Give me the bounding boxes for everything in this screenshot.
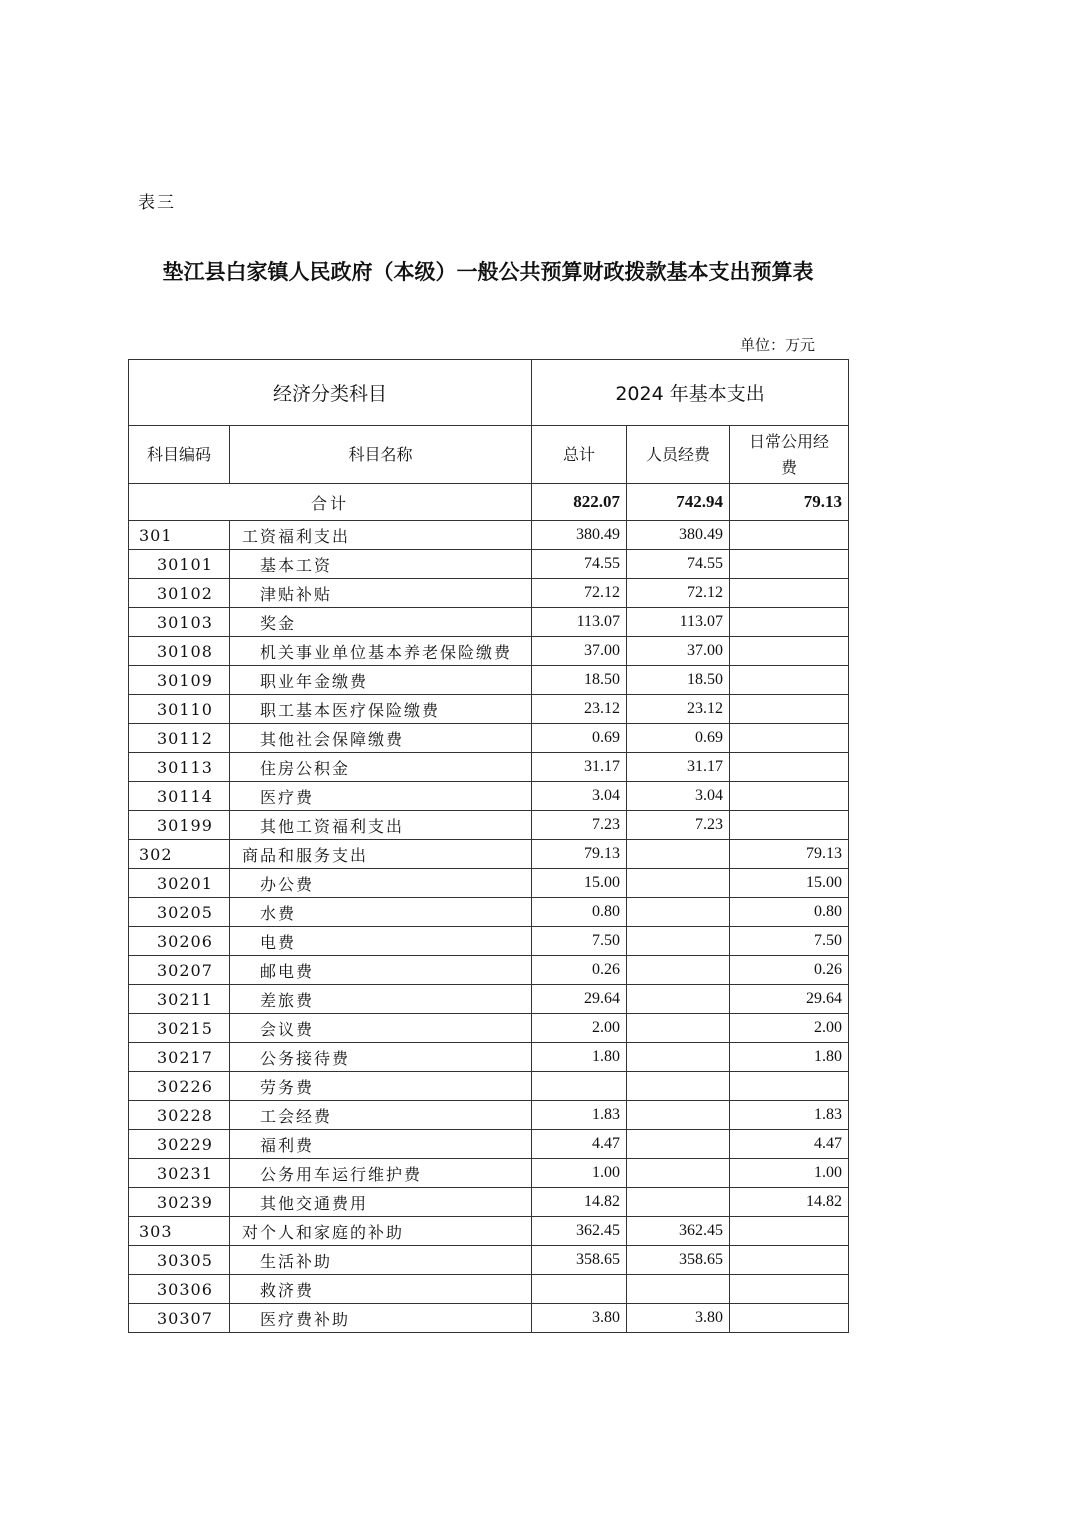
row-personnel <box>627 1014 730 1043</box>
totals-total: 822.07 <box>532 484 627 521</box>
row-total: 23.12 <box>532 695 627 724</box>
row-name: 职工基本医疗保险缴费 <box>230 695 532 724</box>
row-total: 3.80 <box>532 1304 627 1333</box>
row-name: 差旅费 <box>230 985 532 1014</box>
row-personnel <box>627 1101 730 1130</box>
header-basic-expenditure: 2024 年基本支出 <box>532 360 849 426</box>
row-code: 30217 <box>129 1043 230 1072</box>
row-public: 1.00 <box>730 1159 849 1188</box>
row-public: 1.83 <box>730 1101 849 1130</box>
table-row <box>129 869 849 898</box>
row-code: 30199 <box>129 811 230 840</box>
row-public: 0.80 <box>730 898 849 927</box>
row-name: 公务用车运行维护费 <box>230 1159 532 1188</box>
row-code: 30305 <box>129 1246 230 1275</box>
totals-public: 79.13 <box>730 484 849 521</box>
header-economic-classification: 经济分类科目 <box>129 360 532 426</box>
row-code: 30110 <box>129 695 230 724</box>
row-code: 30109 <box>129 666 230 695</box>
table-row <box>129 521 849 550</box>
row-name: 电费 <box>230 927 532 956</box>
row-name: 住房公积金 <box>230 753 532 782</box>
row-total: 358.65 <box>532 1246 627 1275</box>
row-public <box>730 724 849 753</box>
table-row <box>129 898 849 927</box>
row-public <box>730 753 849 782</box>
row-personnel <box>627 1159 730 1188</box>
table-row <box>129 1159 849 1188</box>
row-total: 37.00 <box>532 637 627 666</box>
header-code: 科目编码 <box>129 426 230 484</box>
row-total <box>532 1275 627 1304</box>
table-row <box>129 1217 849 1246</box>
row-public: 2.00 <box>730 1014 849 1043</box>
row-total: 1.80 <box>532 1043 627 1072</box>
row-personnel: 72.12 <box>627 579 730 608</box>
table-row <box>129 811 849 840</box>
row-public <box>730 695 849 724</box>
row-code: 30226 <box>129 1072 230 1101</box>
table-row <box>129 608 849 637</box>
row-personnel: 37.00 <box>627 637 730 666</box>
row-code: 30307 <box>129 1304 230 1333</box>
row-total: 14.82 <box>532 1188 627 1217</box>
table-row <box>129 1130 849 1159</box>
table-row <box>129 637 849 666</box>
row-name: 救济费 <box>230 1275 532 1304</box>
row-public: 79.13 <box>730 840 849 869</box>
row-total: 15.00 <box>532 869 627 898</box>
row-personnel: 23.12 <box>627 695 730 724</box>
row-code: 30229 <box>129 1130 230 1159</box>
header-public: 日常公用经费 <box>730 426 849 484</box>
document-title: 垫江县白家镇人民政府（本级）一般公共预算财政拨款基本支出预算表 <box>162 259 814 284</box>
row-total: 3.04 <box>532 782 627 811</box>
row-name: 津贴补贴 <box>230 579 532 608</box>
row-code: 30102 <box>129 579 230 608</box>
totals-label: 合计 <box>129 484 532 521</box>
row-name: 劳务费 <box>230 1072 532 1101</box>
row-public: 15.00 <box>730 869 849 898</box>
row-personnel: 74.55 <box>627 550 730 579</box>
row-name: 职业年金缴费 <box>230 666 532 695</box>
table-label: 表三 <box>138 193 176 213</box>
row-name: 办公费 <box>230 869 532 898</box>
row-public: 1.80 <box>730 1043 849 1072</box>
row-name: 其他社会保障缴费 <box>230 724 532 753</box>
row-public <box>730 550 849 579</box>
row-public <box>730 1304 849 1333</box>
row-personnel <box>627 1275 730 1304</box>
row-total: 7.50 <box>532 927 627 956</box>
row-name: 机关事业单位基本养老保险缴费 <box>230 637 532 666</box>
row-total: 18.50 <box>532 666 627 695</box>
row-public: 7.50 <box>730 927 849 956</box>
row-name: 对个人和家庭的补助 <box>230 1217 532 1246</box>
row-public <box>730 637 849 666</box>
row-public <box>730 1072 849 1101</box>
row-public: 4.47 <box>730 1130 849 1159</box>
row-name: 公务接待费 <box>230 1043 532 1072</box>
row-public <box>730 608 849 637</box>
table-row <box>129 1043 849 1072</box>
row-total: 0.26 <box>532 956 627 985</box>
row-code: 302 <box>129 840 230 869</box>
unit-note: 单位：万元 <box>740 336 816 354</box>
header-personnel: 人员经费 <box>627 426 730 484</box>
row-personnel <box>627 956 730 985</box>
row-name: 奖金 <box>230 608 532 637</box>
row-total: 113.07 <box>532 608 627 637</box>
table-row <box>129 956 849 985</box>
row-total: 1.83 <box>532 1101 627 1130</box>
row-personnel <box>627 1130 730 1159</box>
row-name: 工资福利支出 <box>230 521 532 550</box>
row-total: 7.23 <box>532 811 627 840</box>
row-personnel: 18.50 <box>627 666 730 695</box>
budget-table <box>128 359 849 1333</box>
row-public <box>730 1275 849 1304</box>
row-total: 79.13 <box>532 840 627 869</box>
row-personnel <box>627 840 730 869</box>
row-personnel: 3.80 <box>627 1304 730 1333</box>
row-code: 30215 <box>129 1014 230 1043</box>
row-total: 0.80 <box>532 898 627 927</box>
table-row <box>129 1014 849 1043</box>
row-personnel <box>627 898 730 927</box>
header-group-row <box>129 360 849 426</box>
row-public <box>730 1246 849 1275</box>
row-public <box>730 1217 849 1246</box>
row-public <box>730 521 849 550</box>
row-total <box>532 1072 627 1101</box>
row-code: 30231 <box>129 1159 230 1188</box>
table-row <box>129 1072 849 1101</box>
row-total: 74.55 <box>532 550 627 579</box>
row-name: 福利费 <box>230 1130 532 1159</box>
table-row <box>129 840 849 869</box>
row-name: 其他工资福利支出 <box>230 811 532 840</box>
table-row <box>129 724 849 753</box>
row-personnel: 7.23 <box>627 811 730 840</box>
row-name: 水费 <box>230 898 532 927</box>
table-row <box>129 666 849 695</box>
row-code: 30211 <box>129 985 230 1014</box>
row-code: 30101 <box>129 550 230 579</box>
row-personnel <box>627 985 730 1014</box>
table-row <box>129 579 849 608</box>
table-row <box>129 1246 849 1275</box>
totals-row <box>129 484 849 521</box>
row-public <box>730 666 849 695</box>
row-public: 29.64 <box>730 985 849 1014</box>
row-total: 29.64 <box>532 985 627 1014</box>
totals-personnel: 742.94 <box>627 484 730 521</box>
row-public <box>730 811 849 840</box>
row-total: 380.49 <box>532 521 627 550</box>
table-row <box>129 985 849 1014</box>
row-public <box>730 782 849 811</box>
table-row <box>129 782 849 811</box>
row-code: 30239 <box>129 1188 230 1217</box>
row-code: 30108 <box>129 637 230 666</box>
row-personnel <box>627 1072 730 1101</box>
row-public <box>730 579 849 608</box>
table-row <box>129 695 849 724</box>
row-public: 0.26 <box>730 956 849 985</box>
row-code: 303 <box>129 1217 230 1246</box>
row-total: 72.12 <box>532 579 627 608</box>
row-code: 30114 <box>129 782 230 811</box>
table-row <box>129 1275 849 1304</box>
row-name: 工会经费 <box>230 1101 532 1130</box>
row-personnel <box>627 1188 730 1217</box>
row-personnel: 358.65 <box>627 1246 730 1275</box>
row-personnel <box>627 927 730 956</box>
row-code: 30207 <box>129 956 230 985</box>
row-code: 30206 <box>129 927 230 956</box>
row-name: 邮电费 <box>230 956 532 985</box>
row-personnel: 113.07 <box>627 608 730 637</box>
table-row <box>129 1101 849 1130</box>
row-personnel <box>627 869 730 898</box>
row-name: 医疗费补助 <box>230 1304 532 1333</box>
row-name: 会议费 <box>230 1014 532 1043</box>
row-personnel: 380.49 <box>627 521 730 550</box>
row-code: 30201 <box>129 869 230 898</box>
table-row <box>129 927 849 956</box>
table-row <box>129 1188 849 1217</box>
row-total: 2.00 <box>532 1014 627 1043</box>
row-total: 362.45 <box>532 1217 627 1246</box>
header-name: 科目名称 <box>230 426 532 484</box>
row-name: 其他交通费用 <box>230 1188 532 1217</box>
row-code: 30205 <box>129 898 230 927</box>
row-personnel: 3.04 <box>627 782 730 811</box>
row-total: 4.47 <box>532 1130 627 1159</box>
row-code: 30228 <box>129 1101 230 1130</box>
header-total: 总计 <box>532 426 627 484</box>
header-column-row <box>129 426 849 484</box>
row-code: 301 <box>129 521 230 550</box>
row-total: 1.00 <box>532 1159 627 1188</box>
row-code: 30112 <box>129 724 230 753</box>
row-personnel <box>627 1043 730 1072</box>
row-code: 30306 <box>129 1275 230 1304</box>
row-name: 生活补助 <box>230 1246 532 1275</box>
table-row <box>129 753 849 782</box>
table-row <box>129 550 849 579</box>
row-personnel: 31.17 <box>627 753 730 782</box>
row-public: 14.82 <box>730 1188 849 1217</box>
row-code: 30103 <box>129 608 230 637</box>
row-personnel: 362.45 <box>627 1217 730 1246</box>
row-total: 0.69 <box>532 724 627 753</box>
row-name: 医疗费 <box>230 782 532 811</box>
row-personnel: 0.69 <box>627 724 730 753</box>
row-total: 31.17 <box>532 753 627 782</box>
table-row <box>129 1304 849 1333</box>
row-code: 30113 <box>129 753 230 782</box>
row-name: 商品和服务支出 <box>230 840 532 869</box>
row-name: 基本工资 <box>230 550 532 579</box>
